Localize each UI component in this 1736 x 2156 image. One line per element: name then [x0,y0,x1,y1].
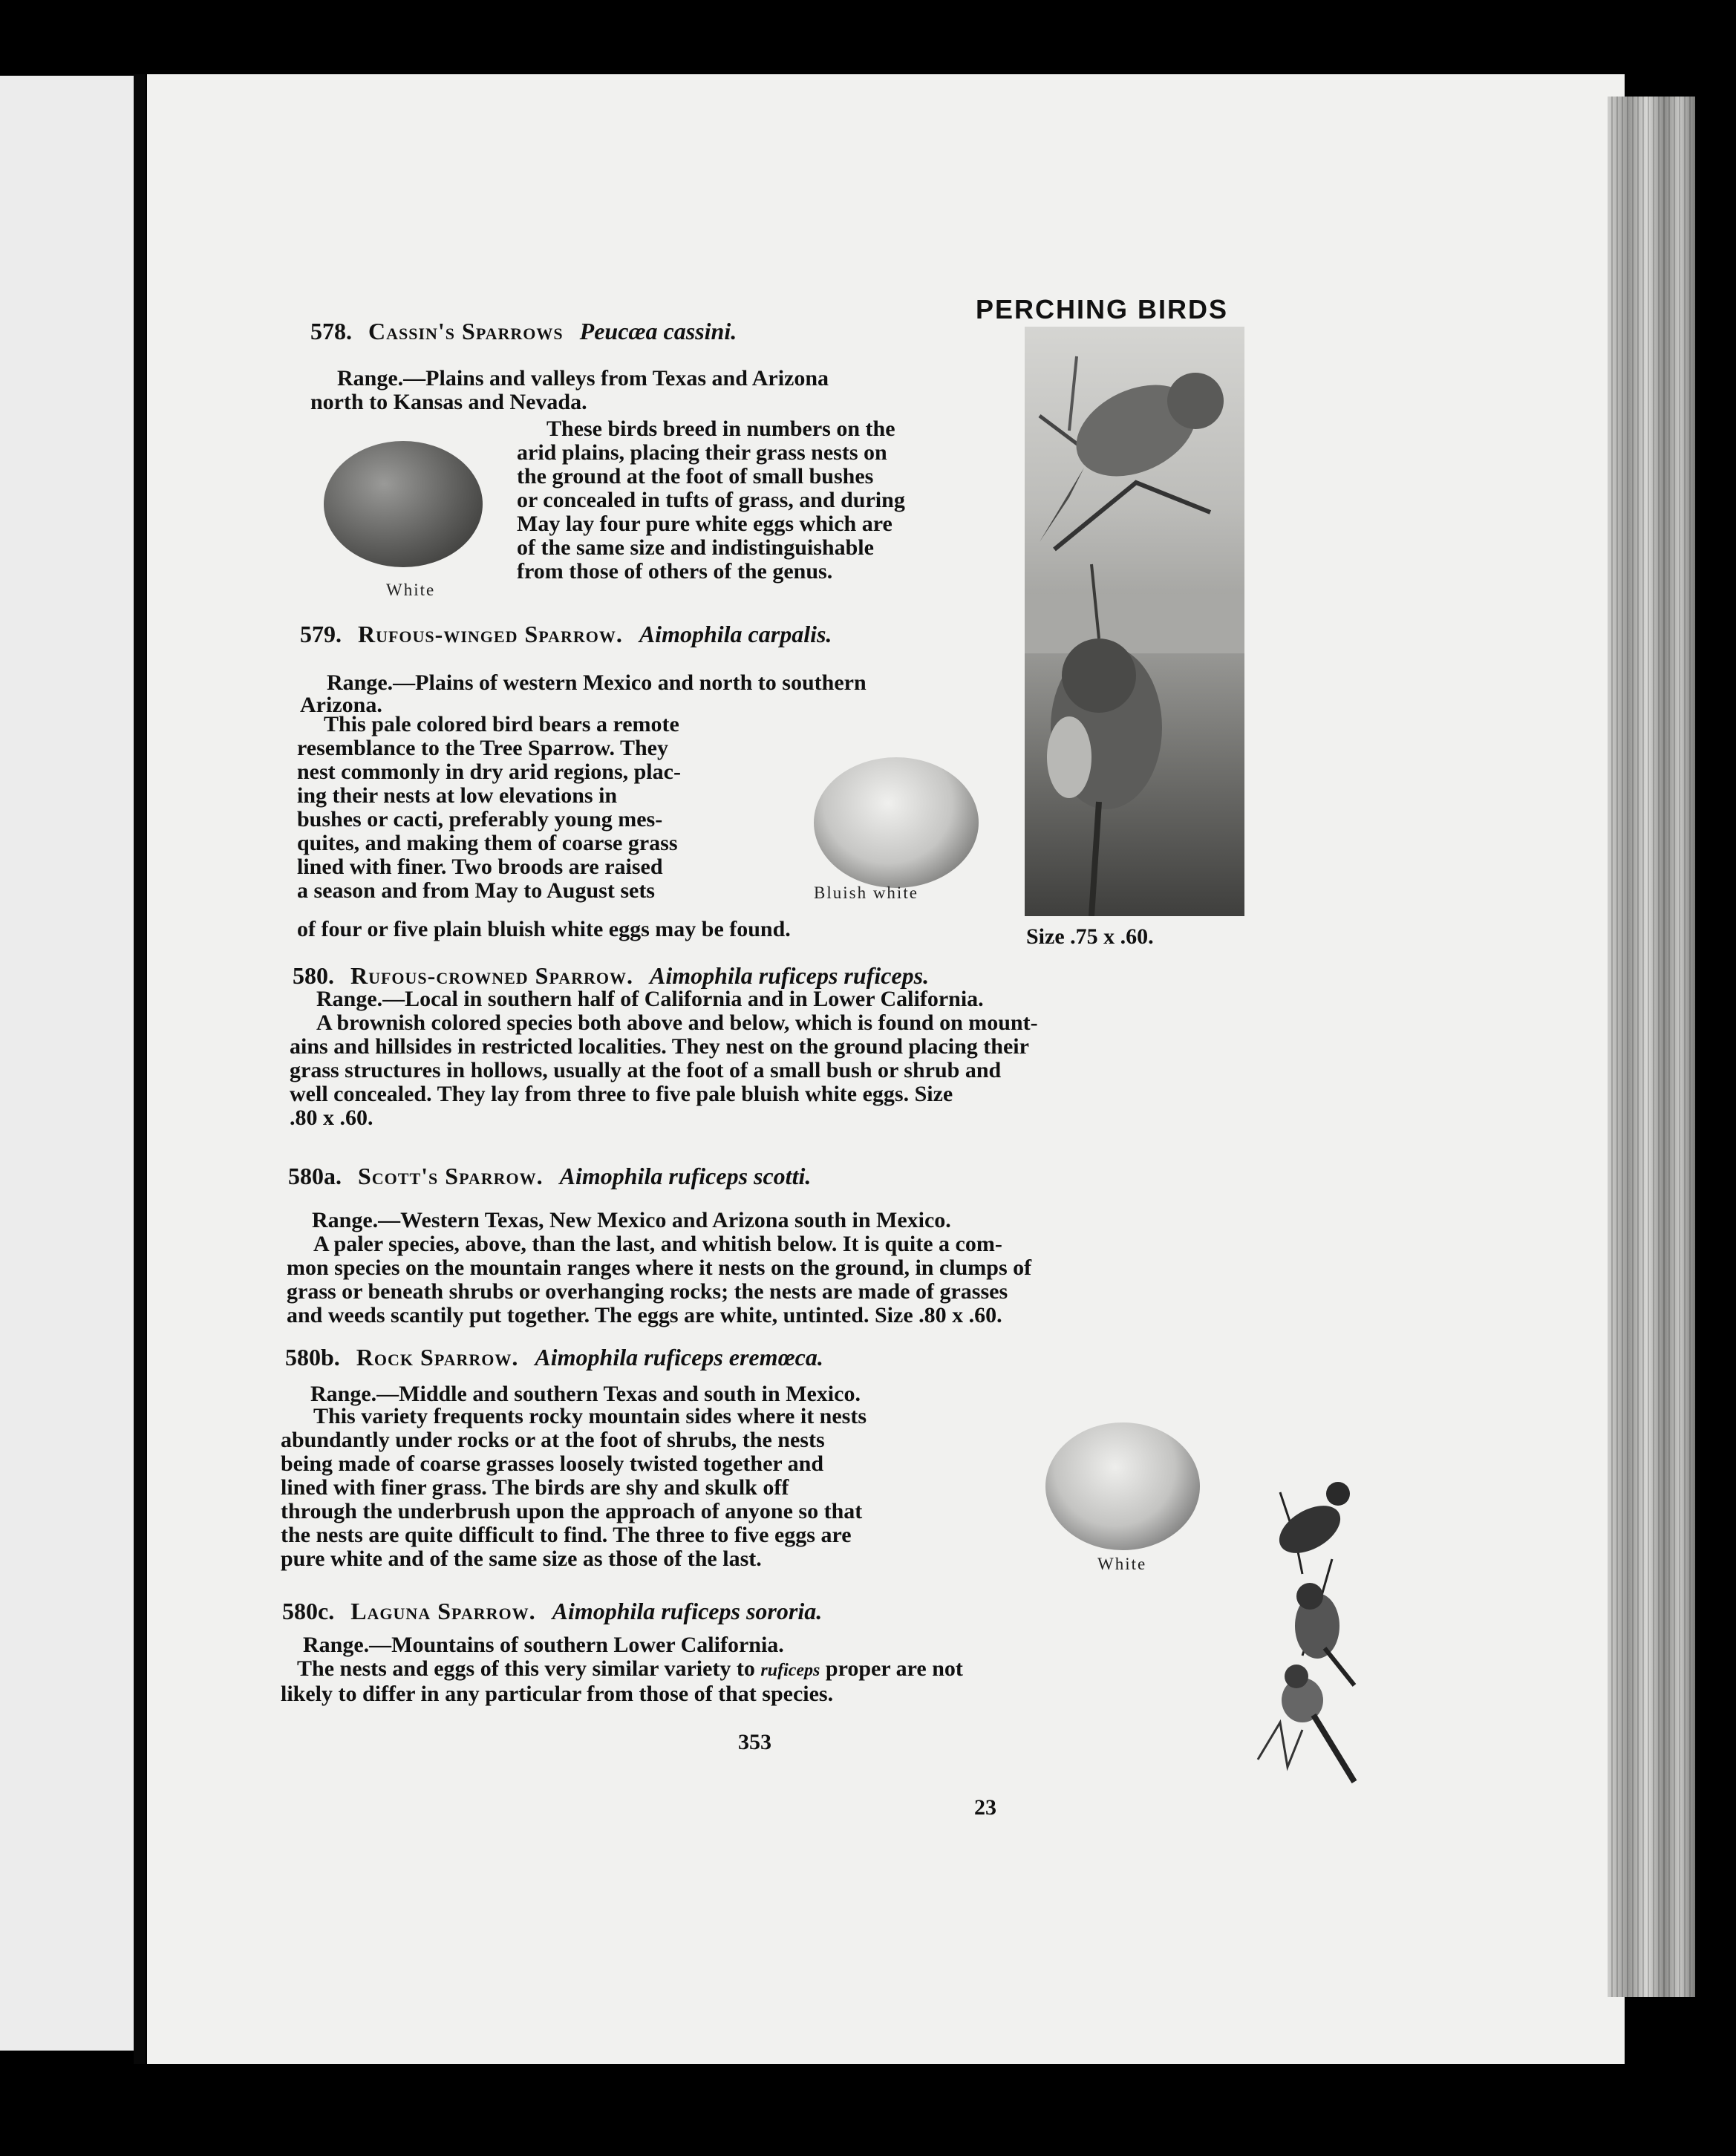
scientific-name: Aimophila ruficeps scotti. [559,1163,812,1189]
text-line: resemblance to the Tree Sparrow. They [297,736,668,760]
text-line: pure white and of the same size as those of the last. [281,1546,762,1571]
egg-caption: White [1097,1555,1147,1573]
entry-580-range: Range.—Local in southern half of California and in Lower California. [316,987,984,1011]
entry-579-size: Size .75 x .60. [1026,924,1154,949]
text-line: This variety frequents rocky mountain sides where it nests [313,1404,867,1428]
egg-illustration-580b [1045,1422,1200,1550]
entry-578-range-cont: north to Kansas and Nevada. [310,390,587,414]
egg-illustration-578 [324,441,483,567]
entry-number: 580. [293,962,334,989]
text-line: ing their nests at low elevations in [297,783,618,808]
text-line: grass or beneath shrubs or overhanging rocks; the nests are made of grasses [287,1279,1008,1304]
sparrow-vignette-illustration [1250,1477,1377,1789]
egg-caption: Bluish white [814,883,918,902]
entry-579-body [297,713,681,903]
egg-caption: White [386,581,436,599]
scientific-name: Aimophila ruficeps eremœca. [535,1344,823,1371]
entry-578-range: Range.—Plains and valleys from Texas and Arizona [337,366,829,391]
text-line: from those of others of the genus. [517,559,833,584]
entry-580a-range: Range.—Western Texas, New Mexico and Arizona south in Mexico. [312,1208,951,1232]
text-line: These birds breed in numbers on the [546,416,895,441]
entry-580c-body [281,1657,963,1706]
bird-plate-illustration [1025,327,1244,916]
entry-578-body [517,417,905,584]
entry-580c-heading [282,1598,822,1625]
entry-580b-range: Range.—Middle and southern Texas and south in Mexico. [310,1382,861,1406]
text-segment: The nests and eggs of this very similar variety to [297,1656,761,1681]
text-line: of the same size and indistinguishable [517,535,874,560]
page-stack-lines [1611,97,1693,1997]
text-segment-italic: ruficeps [760,1661,820,1680]
text-line: or concealed in tufts of grass, and during [517,488,905,512]
text-line: the ground at the foot of small bushes [517,464,874,489]
text-line: abundantly under rocks or at the foot of shrubs, the nests [281,1428,825,1452]
entry-number: 580c. [282,1598,335,1624]
text-line: a season and from May to August sets [297,878,655,903]
entry-579-range-cont: Arizona. [300,693,382,717]
text-line: arid plains, placing their grass nests on [517,440,887,465]
text-segment: proper are not [820,1656,963,1681]
scientific-name: Peucæa cassini. [579,318,737,344]
text-line: A brownish colored species both above and below, which is found on mount- [316,1010,1038,1035]
egg-illustration-579 [814,757,979,888]
book-binding-gutter [134,74,146,2064]
text-line: This pale colored bird bears a remote [324,712,679,736]
entry-580a-heading [288,1163,811,1190]
text-line [281,1657,963,1682]
entry-number: 579. [300,621,342,647]
text-line: A paler species, above, than the last, and whitish below. It is quite a com- [313,1232,1002,1256]
common-name: Laguna Sparrow. [350,1598,536,1624]
text-line: grass structures in hollows, usually at the foot of a small bush or shrub and [290,1058,1002,1082]
text-line: quites, and making them of coarse grass [297,831,678,855]
common-name: Rufous-crowned Sparrow. [350,962,634,989]
text-line: mon species on the mountain ranges where it nests on the ground, in clumps of [287,1255,1032,1280]
entry-580-heading [293,962,929,990]
text-line: through the underbrush upon the approach of anyone so that [281,1499,863,1523]
text-line: May lay four pure white eggs which are [517,512,893,536]
text-line: ains and hillsides in restricted localities. They nest on the ground placing their [290,1034,1029,1059]
entry-number: 580a. [288,1163,342,1189]
entry-580c-range: Range.—Mountains of southern Lower California. [303,1633,784,1657]
entry-number: 580b. [285,1344,340,1371]
entry-580b-heading [285,1344,823,1371]
page-number: 353 [738,1730,771,1754]
entry-579-last-line: of four or five plain bluish white eggs may be found. [297,917,791,941]
entry-578-heading [310,318,737,345]
left-page-margin [0,76,137,2051]
entry-580a-body [287,1232,1031,1327]
text-line: lined with finer grass. The birds are shy and skulk off [281,1475,789,1500]
entry-579-range: Range.—Plains of western Mexico and north to southern [327,670,867,695]
text-line: being made of coarse grasses loosely twisted together and [281,1451,824,1476]
text-line: bushes or cacti, preferably young mes- [297,807,663,832]
text-line: likely to differ in any particular from those of that species. [281,1682,834,1706]
text-line: nest commonly in dry arid regions, plac- [297,760,681,784]
text-line: lined with finer. Two broods are raised [297,855,663,879]
entry-number: 578. [310,318,352,344]
entry-580b-body [281,1405,867,1571]
text-line: well concealed. They lay from three to five pale bluish white eggs. Size [290,1082,953,1106]
scientific-name: Aimophila carpalis. [639,621,832,647]
signature-mark: 23 [974,1795,996,1820]
entry-580-body [290,1011,1038,1130]
common-name: Rufous-winged Sparrow. [358,621,623,647]
running-title: PERCHING BIRDS [976,294,1229,324]
text-line: the nests are quite difficult to find. The three to five eggs are [281,1523,852,1547]
scientific-name: Aimophila ruficeps sororia. [552,1598,823,1624]
entry-579-heading [300,621,832,648]
common-name: Rock Sparrow. [356,1344,519,1371]
text-line: and weeds scantily put together. The eggs are white, untinted. Size .80 x .60. [287,1303,1002,1327]
scientific-name: Aimophila ruficeps ruficeps. [650,962,930,989]
common-name: Cassin's Sparrows [368,318,564,344]
common-name: Scott's Sparrow. [358,1163,544,1189]
text-line: .80 x .60. [290,1105,373,1130]
sparrow-plate-art [1025,327,1244,916]
